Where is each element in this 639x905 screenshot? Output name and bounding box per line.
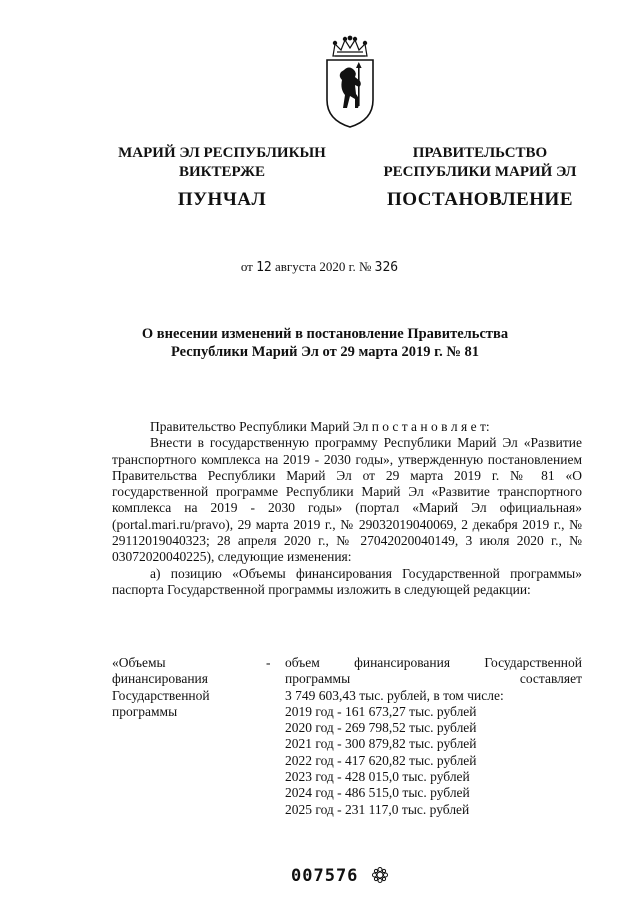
table-left-line-3: Государственной bbox=[112, 687, 210, 703]
body-paragraph-3: а) позицию «Объемы финансирования Государственной программы» паспорта Государственной программы изложить в следующей редакции: bbox=[112, 565, 582, 597]
date-month-year: августа 2020 г. № bbox=[275, 259, 372, 274]
table-dash: - bbox=[266, 655, 271, 670]
table-year-2021: 2021 год - 300 879,82 тыс. рублей bbox=[285, 736, 477, 752]
body-paragraph-2: Внести в государственную программу Республики Марий Эл «Развитие транспортного комплекса на 2019 - 2030 годы», утвержденную постановлением Правительства Республики Марий Эл от 29 марта 2019 г. № 81 «О государственной программе Республики Марий Эл «Развитие транспортного комплекса на 2019 - 2030 годы» (портал «Марий Эл официальная» (portal.mari.ru/pravo), 29 марта 2019 г., № 29032019040069, 2 декабря 2019 г., № 29112019040323; 28 апреля 2020 г., № 27042020040149, 3 июля 2020 г., № 03072020040225), следующие изменения: bbox=[112, 435, 582, 565]
table-year-2022: 2022 год - 417 620,82 тыс. рублей bbox=[285, 752, 477, 768]
table-right-line-2a: программы bbox=[285, 671, 351, 687]
table-right-line-2b: составляет bbox=[519, 671, 582, 687]
header-right-line1: ПРАВИТЕЛЬСТВО bbox=[412, 145, 548, 161]
header-left-title: ПУНЧАЛ bbox=[177, 189, 267, 210]
header-right-line2: РЕСПУБЛИКИ МАРИЙ ЭЛ bbox=[383, 164, 577, 180]
table-year-2019: 2019 год - 161 673,27 тыс. рублей bbox=[285, 703, 477, 719]
table-left-line-2: финансирования bbox=[112, 671, 208, 687]
financing-table-left-column bbox=[112, 655, 272, 720]
date-day: 12 bbox=[256, 260, 272, 275]
table-year-2024: 2024 год - 486 515,0 тыс. рублей bbox=[285, 785, 470, 801]
date-prefix: от bbox=[240, 259, 253, 274]
header-left-block bbox=[104, 144, 340, 182]
header-right-title: ПОСТАНОВЛЕНИЕ bbox=[386, 189, 574, 210]
table-year-2020: 2020 год - 269 798,52 тыс. рублей bbox=[285, 720, 477, 736]
table-left-line-4: программы bbox=[112, 703, 178, 719]
document-title bbox=[130, 325, 520, 361]
document-title-line1: О внесении изменений в постановление Правительства bbox=[141, 326, 509, 342]
table-year-2025: 2025 год - 231 117,0 тыс. рублей bbox=[285, 801, 470, 817]
rosette-mark-icon bbox=[371, 866, 389, 884]
body-paragraph-1: Правительство Республики Марий Эл п о с т а н о в л я е т: bbox=[150, 419, 490, 434]
header-right-block bbox=[362, 144, 598, 182]
table-right-line-1: объем финансирования Государственной bbox=[285, 655, 582, 670]
table-right-line-2 bbox=[285, 671, 582, 687]
table-year-2023: 2023 год - 428 015,0 тыс. рублей bbox=[285, 769, 470, 785]
table-total: 3 749 603,43 тыс. рублей, в том числе: bbox=[285, 687, 504, 703]
decree-number: 326 bbox=[374, 260, 399, 275]
header-left-line2: ВИКТЕРЖЕ bbox=[178, 164, 266, 180]
serial-number: 007576 bbox=[291, 866, 359, 886]
date-line bbox=[0, 259, 639, 275]
financing-table-right-column bbox=[285, 655, 582, 818]
document-body bbox=[112, 419, 582, 598]
header-left-line1: МАРИЙ ЭЛ РЕСПУБЛИКЫН bbox=[118, 145, 326, 161]
table-left-line-1: «Объемы bbox=[112, 655, 166, 670]
coat-of-arms-emblem bbox=[323, 34, 377, 130]
document-title-line2: Республики Марий Эл от 29 марта 2019 г. № 81 bbox=[170, 344, 480, 360]
